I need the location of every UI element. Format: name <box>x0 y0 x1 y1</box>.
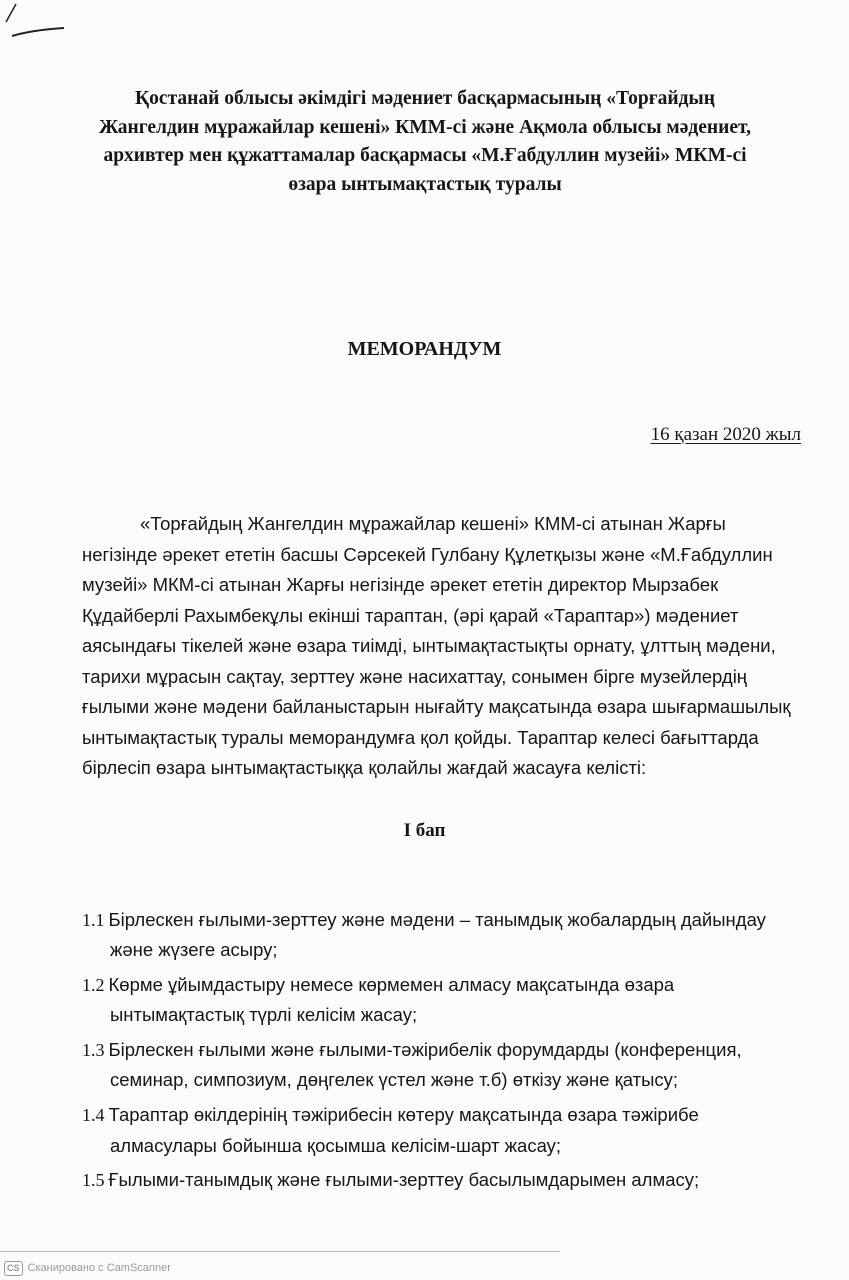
paragraph-line: ынтымақтастық туралы меморандумға қол қойды. Тараптар келесі бағыттарда <box>82 726 759 748</box>
item-text: Тараптар өкілдерінің тәжірибесін көтеру мақсатында өзара тәжірибе <box>108 1104 699 1126</box>
paragraph-line: негізінде әрекет ететін басшы Сәрсекей Гулбану Құлетқызы және «М.Ғабдуллин <box>82 543 773 565</box>
pen-mark <box>2 0 72 44</box>
scanner-watermark <box>4 1259 171 1277</box>
item-text-continued: алмасулары бойынша қосымша келісім-шарт жасау; <box>110 1134 562 1156</box>
heading-line: Жангелдин мұражайлар кешені» КММ-сі және Ақмола облысы мәдениет, <box>98 116 751 138</box>
item-text: Көрме ұйымдастыру немесе көрмемен алмасу мақсатында өзара <box>108 974 675 996</box>
heading-line: Қостанай облысы әкімдігі мәдениет басқармасының «Торғайдың <box>135 88 715 109</box>
paragraph-line: тарихи мұрасын сақтау, зерттеу және насихаттау, сонымен бірге музейлердің <box>82 665 748 687</box>
item-text: Бірлескен ғылыми және ғылыми-тәжірибелік форумдарды (конференция, <box>108 1039 742 1061</box>
item-number: 1.2 <box>82 975 105 996</box>
heading-line: өзара ынтымақтастық туралы <box>288 173 562 195</box>
watermark-text: Сканировано с CamScanner <box>27 1262 171 1274</box>
item-text: Ғылыми-танымдық және ғылыми-зерттеу басылымдарымен алмасу; <box>108 1169 700 1191</box>
item-number: 1.5 <box>82 1170 105 1191</box>
item-number: 1.4 <box>82 1105 105 1126</box>
list-item <box>82 1165 822 1195</box>
item-text: Бірлескен ғылыми-зерттеу және мәдени – танымдық жобалардың дайындау <box>108 909 766 930</box>
item-text-continued: және жүзеге асыру; <box>110 939 278 961</box>
paragraph-line: музейі» МКМ-сі атынан Жарғы негізінде әрекет ететін директор Мырзабек <box>82 574 719 595</box>
paragraph-line: ғылыми және мәдени байланыстарын нығайту мақсатында өзара шығармашылық <box>82 696 791 717</box>
list-item <box>82 970 822 1031</box>
item-number: 1.1 <box>82 910 105 930</box>
intro-paragraph <box>82 509 802 784</box>
paragraph-line: аясындағы тікелей және өзара тиімді, ынтымақтастықты орнату, ұлттың мәдени, <box>82 635 776 656</box>
section-title: I бап <box>403 820 446 841</box>
item-text-continued: семинар, симпозиум, дөңгелек үстел және т.б) өткізу және қатысу; <box>110 1069 679 1091</box>
document-date: 16 қазан 2020 жыл <box>650 424 801 445</box>
list-item <box>82 1100 822 1161</box>
document-type: МЕМОРАНДУМ <box>347 338 502 360</box>
document-heading <box>60 85 790 199</box>
camscanner-icon: CS <box>4 1261 23 1276</box>
scan-edge-line <box>0 1251 560 1252</box>
paragraph-line: бірлесіп өзара ынтымақтастыққа қолайлы жағдай жасауға келісті: <box>82 757 647 778</box>
paragraph-line: «Торғайдың Жангелдин мұражайлар кешені» КММ-сі атынан Жарғы <box>140 513 726 534</box>
list-item <box>82 905 822 966</box>
list-item <box>82 1035 822 1096</box>
item-number: 1.3 <box>82 1040 105 1061</box>
paragraph-line: Құдайберлі Рахымбекұлы екінші тараптан, (әрі қарай «Тараптар») мәдениет <box>82 604 739 626</box>
item-text-continued: ынтымақтастық түрлі келісім жасау; <box>110 1004 418 1026</box>
section-items <box>82 905 822 1200</box>
heading-line: архивтер мен құжаттамалар басқармасы «М.Ғабдуллин музейі» МКМ-сі <box>103 145 747 166</box>
